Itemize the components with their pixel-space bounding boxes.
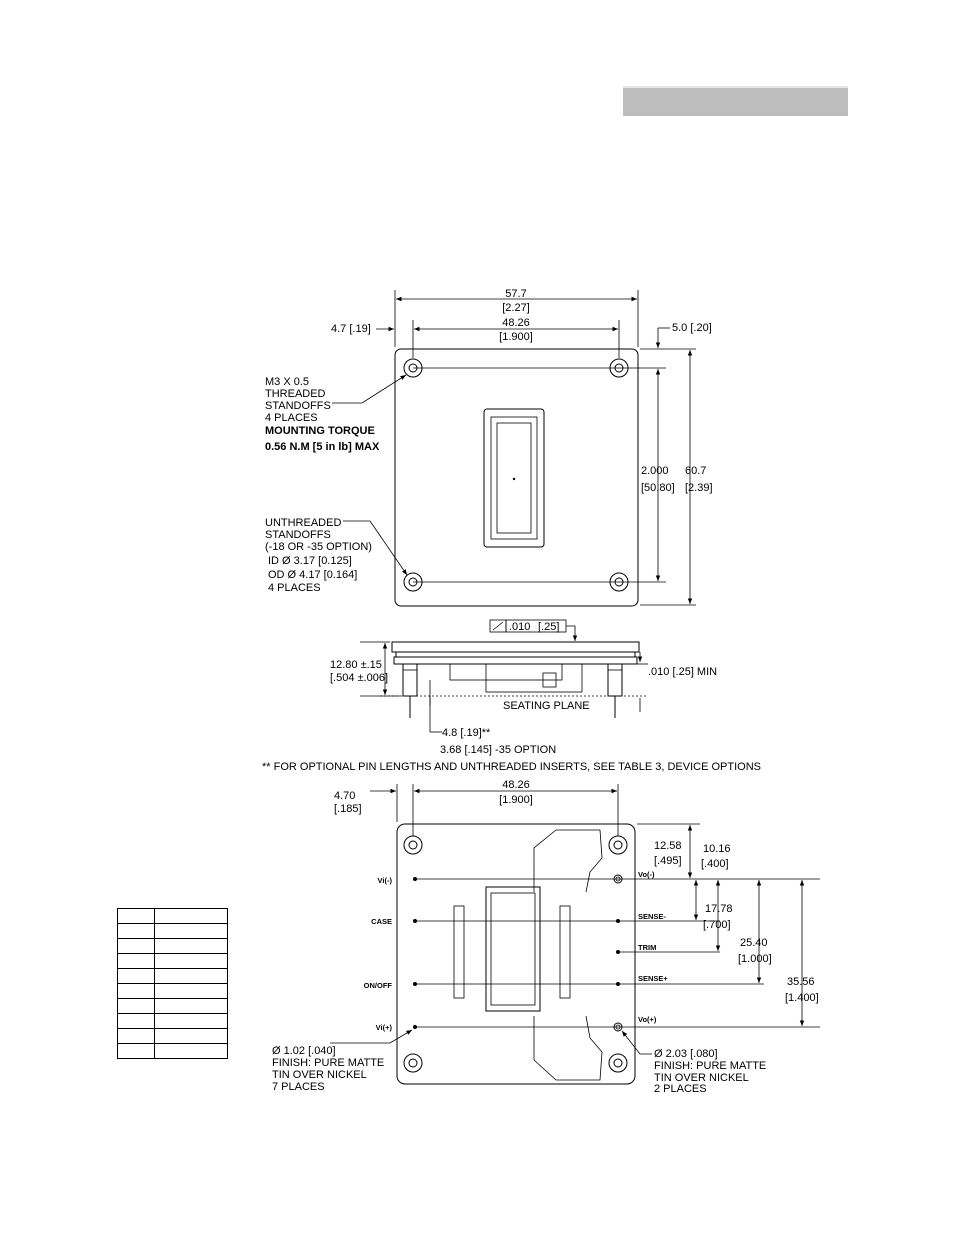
pin-spacing-x-in-label: [1.900] [499,794,533,806]
svg-text:Ø 2.03 [.080]: Ø 2.03 [.080] [654,1048,718,1060]
flatness-label: .010 [509,621,531,633]
bottom-view-outline [397,824,635,1084]
pin-label-on-off: ON/OFF [363,981,392,990]
min-gap-label: .010 [.25] MIN [648,666,718,678]
side-view-baseplate [392,642,639,652]
overall-height-in-label: [2.39] [685,482,713,494]
dim-5-in-label: [1.400] [785,992,819,1004]
pin-label-vi-plus: Vi(+) [375,1023,392,1032]
top-view [265,288,713,606]
hole-spacing-y-mm-label: [50.80] [641,482,675,494]
top-view-outline [395,349,638,606]
standoff-holes [404,359,628,591]
unthreaded-standoff-note [265,517,407,594]
pin-length-label: 4.8 [.19]** [442,727,491,739]
dim-1-label: 12.58 [654,840,682,852]
svg-text:0.56 N.M [5 in lb] MAX: 0.56 N.M [5 in lb] MAX [265,441,380,453]
hole-spacing-x-in-label: [1.900] [499,331,533,343]
side-height-label: 12.80 ±.15 [330,659,382,671]
svg-text:STANDOFFS: STANDOFFS [265,400,331,412]
dim-4-label: 25.40 [740,937,768,949]
overall-width-label: 57.7 [505,288,527,300]
side-view [262,620,761,773]
svg-text:7 PLACES: 7 PLACES [272,1081,325,1093]
svg-text:Ø 1.02 [.040]: Ø 1.02 [.040] [272,1045,336,1057]
svg-text:TIN OVER NICKEL: TIN OVER NICKEL [654,1072,749,1084]
pin-label-vi-minus: Vi(-) [377,876,392,885]
svg-text:M3 X 0.5: M3 X 0.5 [265,376,310,388]
dim-2-label: 10.16 [703,843,731,855]
hole-spacing-y-label: 2.000 [641,465,669,477]
edge-offset-label: 4.70 [334,790,356,802]
bottom-view [272,779,820,1095]
pin-label-sense-plus: SENSE+ [638,974,668,983]
left-offset-label: 4.7 [.19] [331,323,371,335]
overall-height-label: 60.7 [685,465,707,477]
footnote: ** FOR OPTIONAL PIN LENGTHS AND UNTHREADED INSERTS, SEE TABLE 3, DEVICE OPTIONS [262,761,761,773]
seating-plane-label: SEATING PLANE [503,700,590,712]
pin-spacing-x-label: 48.26 [502,779,530,791]
small-pin-note [272,1030,412,1093]
dim-5-label: 35.56 [787,976,815,988]
flatness-in-label: [.25] [538,621,560,633]
svg-text:MOUNTING TORQUE: MOUNTING TORQUE [265,425,375,437]
hole-spacing-x-label: 48.26 [502,317,530,329]
svg-text:THREADED: THREADED [265,388,326,400]
pin-label-vo-plus: Vo(+) [638,1015,657,1024]
svg-text:STANDOFFS: STANDOFFS [265,529,331,541]
svg-text:2 PLACES: 2 PLACES [654,1083,707,1095]
svg-text:UNTHREADED: UNTHREADED [265,517,342,529]
pin-label-vo-minus: Vo(-) [638,870,655,879]
threaded-standoff-note [265,375,406,453]
svg-text:TIN OVER NICKEL: TIN OVER NICKEL [272,1069,367,1081]
svg-text:4 PLACES: 4 PLACES [268,582,321,594]
dim-3-label: 17.78 [705,903,733,915]
pin-label-case: CASE [371,917,392,926]
svg-text:FINISH: PURE MATTE: FINISH: PURE MATTE [654,1060,767,1072]
side-height-in-label: [.504 ±.006] [330,672,389,684]
svg-text:FINISH: PURE MATTE: FINISH: PURE MATTE [272,1057,385,1069]
pin-label-trim: TRIM [638,943,657,952]
svg-text:ID Ø 3.17 [0.125]: ID Ø 3.17 [0.125] [268,555,352,567]
dim-3-in-label: [.700] [703,919,731,931]
dim-2-in-label: [.400] [701,858,729,870]
svg-text:4 PLACES: 4 PLACES [265,412,318,424]
pin-label-sense-minus: SENSE- [638,912,666,921]
dim-1-in-label: [.495] [654,855,682,867]
pin-length-option-label: 3.68 [.145] -35 OPTION [440,744,557,756]
large-pin-note [622,1031,766,1095]
svg-text:OD Ø 4.17 [0.164]: OD Ø 4.17 [0.164] [268,569,358,581]
overall-width-in-label: [2.27] [502,302,530,314]
svg-text:(-18 OR -35 OPTION): (-18 OR -35 OPTION) [265,541,372,553]
dim-4-in-label: [1.000] [738,953,772,965]
top-offset-label: 5.0 [.20] [672,322,712,334]
edge-offset-in-label: [.185] [334,803,362,815]
